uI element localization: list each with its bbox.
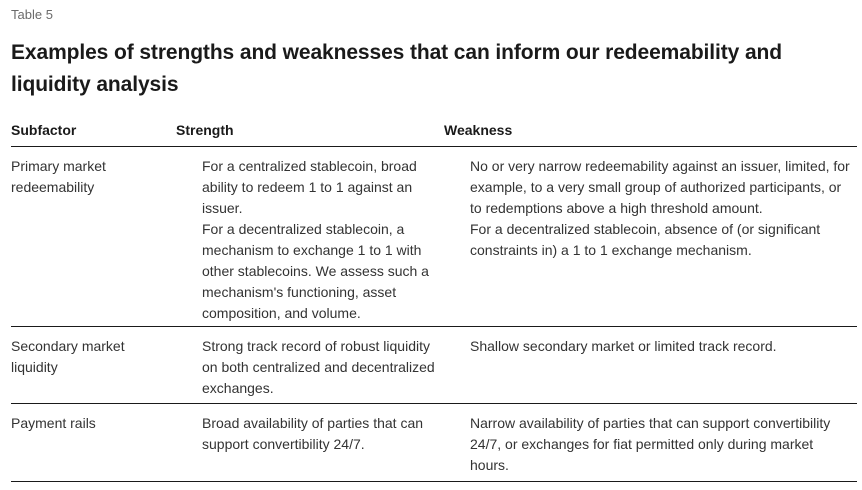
table-caption: Table 5 [11,7,53,22]
cell-subfactor: Secondary market liquidity [11,338,125,375]
strength-text: Strong track record of robust liquidity on both centralized and decentralized exchanges. [202,338,435,396]
table-header [11,118,857,147]
weakness-text: Narrow availability of parties that can support convertibility 24/7, or exchanges for fiat permitted only during market hours. [470,415,831,473]
strength-text: Broad availability of parties that can support convertibility 24/7. [202,415,424,452]
table-row [11,147,857,327]
cell-weakness [470,336,850,357]
cell-subfactor: Primary market redeemability [11,158,106,195]
strength-text: For a centralized stablecoin, broad ability to redeem 1 to 1 against an issuer. [202,158,417,216]
table-row [11,404,857,482]
weakness-text: For a decentralized stablecoin, absence of (or significant constraints in) a 1 to 1 exchange mechanism. [470,221,821,258]
cell-strength [202,336,442,399]
weakness-text: No or very narrow redeemability against an issuer, limited, for example, to a very small group of authorized participants, or to redemptions above a high threshold amount. [470,158,850,216]
header-weakness: Weakness [444,122,513,138]
weakness-text: Shallow secondary market or limited track record. [470,338,777,354]
table-row [11,327,857,404]
cell-subfactor: Payment rails [11,415,96,431]
cell-weakness [470,156,850,261]
data-table [11,118,857,482]
cell-strength [202,413,442,455]
cell-weakness [470,413,850,476]
cell-strength [202,156,442,324]
header-strength: Strength [176,122,234,138]
header-subfactor: Subfactor [11,122,77,138]
strength-text: For a decentralized stablecoin, a mechanism to exchange 1 to 1 with other stablecoins. We assess such a mechanism's functioning, asset composition, and volume. [202,221,429,321]
page-title: Examples of strengths and weaknesses that can inform our redeemability and liquidity analysis [11,41,782,96]
